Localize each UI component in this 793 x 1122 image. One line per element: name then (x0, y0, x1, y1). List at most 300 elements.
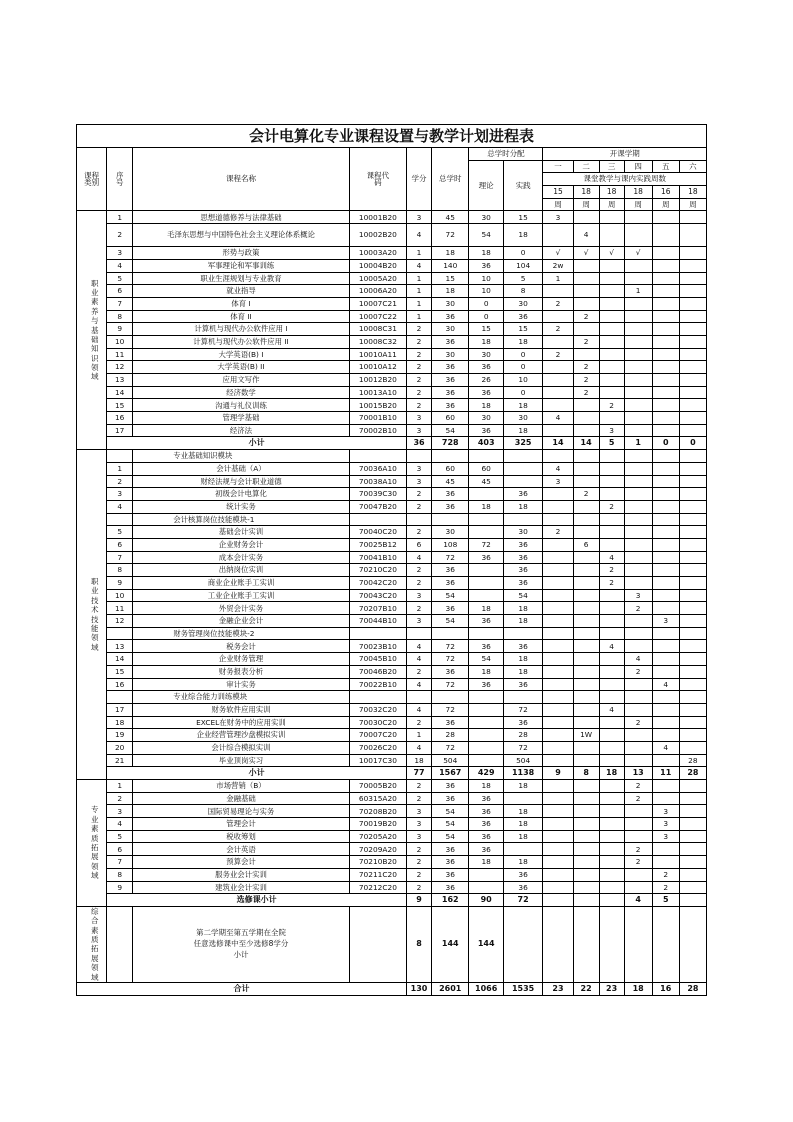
semester-cell-3 (599, 475, 624, 488)
semester-cell-4 (624, 830, 652, 843)
practice-cell: 18 (503, 224, 543, 247)
module-title: 专业综合能力训练模块 (133, 691, 350, 704)
semester-cell-3 (599, 615, 624, 628)
table-row (77, 285, 707, 298)
credit-cell: 3 (407, 412, 432, 425)
credit-cell: 4 (407, 741, 432, 754)
theory-cell: 10 (469, 285, 503, 298)
grand-total-credit: 130 (407, 982, 432, 995)
semester-cell-3 (599, 868, 624, 881)
subtotal-row (77, 894, 707, 907)
course-code: 10012B20 (349, 374, 406, 387)
course-code: 70210B20 (349, 856, 406, 869)
course-code: 70212C20 (349, 881, 406, 894)
course-name: 管理学基础 (133, 412, 350, 425)
semester-cell-4 (624, 259, 652, 272)
course-code: 70019B20 (349, 818, 406, 831)
empty-cell (407, 513, 432, 526)
theory-cell (469, 741, 503, 754)
semester-cell-6 (679, 323, 706, 336)
course-code: 10006A20 (349, 285, 406, 298)
theory-cell: 36 (469, 361, 503, 374)
practice-cell: 18 (503, 818, 543, 831)
course-code: 70039C30 (349, 488, 406, 501)
semester-cell-6 (679, 665, 706, 678)
empty-cell (469, 691, 503, 704)
semester-cell-1 (543, 285, 573, 298)
semester-cell-3 (599, 716, 624, 729)
semester-cell-4: 3 (624, 589, 652, 602)
table-row (77, 247, 707, 260)
table-row (77, 462, 707, 475)
semester-cell-6 (679, 310, 706, 323)
elective-credit: 8 (407, 906, 432, 982)
seq-cell: 14 (107, 386, 133, 399)
semester-cell-6 (679, 412, 706, 425)
semester-cell-1 (543, 716, 573, 729)
practice-cell: 18 (503, 615, 543, 628)
total-hours-cell: 28 (432, 729, 469, 742)
course-name: 财务报表分析 (133, 665, 350, 678)
theory-cell (469, 488, 503, 501)
semester-cell-5 (652, 716, 679, 729)
empty-cell (652, 627, 679, 640)
practice-cell: 36 (503, 564, 543, 577)
grand-total-semester-5: 16 (652, 982, 679, 995)
total-hours-cell: 36 (432, 665, 469, 678)
seq-cell: 3 (107, 805, 133, 818)
credit-cell: 2 (407, 716, 432, 729)
semester-cell-2 (573, 297, 599, 310)
table-row (77, 386, 707, 399)
total-hours-cell: 54 (432, 589, 469, 602)
semester-cell-2 (573, 754, 599, 767)
credit-cell: 2 (407, 843, 432, 856)
semester-cell-1 (543, 856, 573, 869)
semester-cell-6 (679, 589, 706, 602)
course-name: 初级会计电算化 (133, 488, 350, 501)
course-code: 70036A10 (349, 462, 406, 475)
empty-cell (349, 513, 406, 526)
seq-cell: 5 (107, 830, 133, 843)
semester-cell-6: 28 (679, 754, 706, 767)
semester-cell-3 (599, 754, 624, 767)
subtotal-practice: 72 (503, 894, 543, 907)
semester-cell-5 (652, 272, 679, 285)
semester-cell-2: 2 (573, 374, 599, 387)
semester-cell-4 (624, 805, 652, 818)
table-row (77, 830, 707, 843)
course-code: 70210C20 (349, 564, 406, 577)
course-name: 思想道德修养与法律基础 (133, 211, 350, 224)
elective-line: 任意选修课中至少选修8学分 (193, 938, 289, 948)
semester-cell-4: 2 (624, 780, 652, 793)
course-name: 会计基础（A） (133, 462, 350, 475)
seq-cell: 8 (107, 868, 133, 881)
semester-cell-4: √ (624, 247, 652, 260)
semester-cell-3 (599, 412, 624, 425)
course-name: 统计实务 (133, 500, 350, 513)
semester-cell-6 (679, 856, 706, 869)
semester-cell-4 (624, 335, 652, 348)
empty-cell (652, 513, 679, 526)
seq-cell: 20 (107, 741, 133, 754)
semester-cell-4 (624, 424, 652, 437)
empty-cell (543, 691, 573, 704)
table-row (77, 856, 707, 869)
seq-cell: 2 (107, 224, 133, 247)
course-code: 70044B10 (349, 615, 406, 628)
semester-cell-5 (652, 386, 679, 399)
semester-cell-1: 3 (543, 475, 573, 488)
course-code: 10008C32 (349, 335, 406, 348)
semester-cell-6 (679, 488, 706, 501)
semester-cell-1 (543, 780, 573, 793)
semester-cell-5: 3 (652, 818, 679, 831)
course-name: 形势与政策 (133, 247, 350, 260)
semester-cell-6 (679, 500, 706, 513)
practice-cell (503, 843, 543, 856)
semester-cell-2 (573, 272, 599, 285)
credit-cell: 2 (407, 335, 432, 348)
module-title: 财务管理岗位技能模块-2 (133, 627, 350, 640)
empty-cell (503, 513, 543, 526)
semester-cell-4 (624, 615, 652, 628)
practice-cell: 18 (503, 399, 543, 412)
theory-cell: 36 (469, 386, 503, 399)
subtotal-credit: 36 (407, 437, 432, 450)
credit-cell: 2 (407, 386, 432, 399)
semester-cell-4 (624, 754, 652, 767)
seq-cell: 13 (107, 374, 133, 387)
semester-cell-1 (543, 741, 573, 754)
course-code: 10013A10 (349, 386, 406, 399)
grand-total-practice: 1535 (503, 982, 543, 995)
week-unit: 周 (599, 198, 624, 211)
semester-cell-2 (573, 653, 599, 666)
course-name: 计算机与现代办公软件应用 I (133, 323, 350, 336)
empty-cell (679, 691, 706, 704)
grand-total-semester-6: 28 (679, 982, 706, 995)
empty-cell (407, 627, 432, 640)
semester-cell-1 (543, 538, 573, 551)
semester-cell-3 (599, 224, 624, 247)
credit-cell: 2 (407, 577, 432, 590)
theory-cell (469, 754, 503, 767)
course-name: 外贸会计实务 (133, 602, 350, 615)
table-row (77, 881, 707, 894)
practice-cell: 36 (503, 488, 543, 501)
seq-cell: 1 (107, 780, 133, 793)
semester-cell-1 (543, 830, 573, 843)
empty-cell (599, 906, 624, 982)
credit-cell: 2 (407, 881, 432, 894)
header-theory: 理论 (469, 160, 503, 211)
semester-cell-3 (599, 335, 624, 348)
category-cell: 专业素质拓展领域 (77, 780, 107, 907)
practice-cell: 18 (503, 335, 543, 348)
theory-cell: 30 (469, 412, 503, 425)
semester-cell-2 (573, 602, 599, 615)
header-total-hours: 总学时 (432, 148, 469, 211)
credit-cell: 1 (407, 247, 432, 260)
empty-cell (503, 627, 543, 640)
course-name: 体育 II (133, 310, 350, 323)
practice-cell: 0 (503, 361, 543, 374)
semester-cell-1 (543, 653, 573, 666)
semester-cell-4: 4 (624, 653, 652, 666)
semester-cell-5 (652, 780, 679, 793)
semester-cell-2 (573, 500, 599, 513)
semester-cell-4 (624, 211, 652, 224)
credit-cell: 1 (407, 310, 432, 323)
semester-cell-3 (599, 297, 624, 310)
semester-cell-3 (599, 856, 624, 869)
semester-cell-2 (573, 843, 599, 856)
credit-cell: 2 (407, 361, 432, 374)
table-row (77, 640, 707, 653)
semester-5: 五 (652, 160, 679, 173)
semester-cell-1 (543, 577, 573, 590)
semester-cell-2 (573, 716, 599, 729)
empty-cell (432, 691, 469, 704)
module-row (77, 691, 707, 704)
seq-cell: 11 (107, 602, 133, 615)
theory-cell: 0 (469, 310, 503, 323)
credit-cell: 2 (407, 399, 432, 412)
semester-cell-4 (624, 323, 652, 336)
semester-cell-2 (573, 462, 599, 475)
theory-cell (469, 577, 503, 590)
semester-cell-6 (679, 615, 706, 628)
empty-cell (107, 691, 133, 704)
empty-cell (679, 450, 706, 463)
week-unit: 周 (543, 198, 573, 211)
semester-cell-5 (652, 475, 679, 488)
total-hours-cell: 18 (432, 247, 469, 260)
seq-cell: 16 (107, 412, 133, 425)
course-name: 成本会计实务 (133, 551, 350, 564)
page-title: 会计电算化专业课程设置与教学计划进程表 (76, 124, 707, 147)
semester-cell-4 (624, 818, 652, 831)
empty-cell (407, 691, 432, 704)
credit-cell: 2 (407, 348, 432, 361)
header-category: 课程类别 (77, 148, 107, 211)
elective-line: 第二学期至第五学期在全院 (195, 928, 286, 938)
subtotal-semester-4: 13 (624, 767, 652, 780)
semester-3: 三 (599, 160, 624, 173)
course-code: 10010A11 (349, 348, 406, 361)
semester-cell-1 (543, 361, 573, 374)
theory-cell: 10 (469, 272, 503, 285)
semester-cell-3 (599, 881, 624, 894)
semester-cell-6 (679, 577, 706, 590)
total-hours-cell: 60 (432, 462, 469, 475)
course-code: 70007C20 (349, 729, 406, 742)
credit-cell: 3 (407, 475, 432, 488)
total-hours-cell: 30 (432, 526, 469, 539)
theory-cell: 36 (469, 830, 503, 843)
empty-cell (107, 906, 133, 982)
table-row (77, 374, 707, 387)
table-row (77, 310, 707, 323)
empty-cell (599, 627, 624, 640)
semester-cell-6 (679, 475, 706, 488)
credit-cell: 6 (407, 538, 432, 551)
table-row (77, 412, 707, 425)
semester-cell-1 (543, 805, 573, 818)
semester-cell-5 (652, 259, 679, 272)
table-row (77, 526, 707, 539)
semester-cell-4 (624, 500, 652, 513)
course-code: 70208B20 (349, 805, 406, 818)
subtotal-label: 选修课小计 (107, 894, 407, 907)
credit-cell: 3 (407, 424, 432, 437)
semester-cell-2 (573, 856, 599, 869)
practice-cell: 5 (503, 272, 543, 285)
course-name: 企业财务会计 (133, 538, 350, 551)
total-hours-cell: 54 (432, 830, 469, 843)
course-name: 税收筹划 (133, 830, 350, 843)
table-row (77, 564, 707, 577)
total-hours-cell: 15 (432, 272, 469, 285)
theory-cell: 36 (469, 792, 503, 805)
course-name: 金融企业会计 (133, 615, 350, 628)
credit-cell: 4 (407, 224, 432, 247)
subtotal-semester-6: 28 (679, 767, 706, 780)
table-row (77, 538, 707, 551)
header-practice: 实践 (503, 160, 543, 211)
table-row (77, 729, 707, 742)
total-hours-cell: 54 (432, 805, 469, 818)
semester-cell-5 (652, 665, 679, 678)
total-hours-cell: 36 (432, 602, 469, 615)
semester-cell-2: 2 (573, 386, 599, 399)
course-name: 税务会计 (133, 640, 350, 653)
weeks-1: 15 (543, 186, 573, 199)
empty-cell (573, 513, 599, 526)
elective-line: 小计 (233, 949, 249, 959)
semester-cell-3: 2 (599, 500, 624, 513)
module-title: 专业基础知识模块 (133, 450, 350, 463)
table-row (77, 259, 707, 272)
subtotal-theory: 403 (469, 437, 503, 450)
semester-cell-6 (679, 259, 706, 272)
table-row (77, 399, 707, 412)
subtotal-semester-4: 4 (624, 894, 652, 907)
course-name: 基础会计实训 (133, 526, 350, 539)
semester-cell-6 (679, 780, 706, 793)
course-name: 大学英语(B) II (133, 361, 350, 374)
semester-cell-4 (624, 551, 652, 564)
semester-cell-2 (573, 665, 599, 678)
semester-cell-5: 2 (652, 881, 679, 894)
subtotal-row (77, 437, 707, 450)
practice-cell: 30 (503, 412, 543, 425)
course-code: 10007C22 (349, 310, 406, 323)
elective-description (133, 906, 350, 982)
semester-cell-3 (599, 729, 624, 742)
semester-cell-3 (599, 259, 624, 272)
semester-cell-3 (599, 386, 624, 399)
course-code: 70041B10 (349, 551, 406, 564)
semester-cell-3 (599, 310, 624, 323)
course-name: 企业经营管理沙盘模拟实训 (133, 729, 350, 742)
semester-cell-3 (599, 665, 624, 678)
subtotal-label: 小计 (107, 767, 407, 780)
semester-cell-3 (599, 285, 624, 298)
total-hours-cell: 72 (432, 741, 469, 754)
semester-cell-4 (624, 488, 652, 501)
table-row (77, 653, 707, 666)
semester-cell-5 (652, 500, 679, 513)
semester-cell-6 (679, 830, 706, 843)
header-weeks-label: 课堂教学与课内实践周数 (543, 173, 707, 186)
semester-cell-2 (573, 741, 599, 754)
seq-cell: 2 (107, 475, 133, 488)
empty-cell (573, 627, 599, 640)
total-hours-cell: 30 (432, 348, 469, 361)
credit-cell: 2 (407, 564, 432, 577)
practice-cell (503, 462, 543, 475)
table-row (77, 716, 707, 729)
semester-cell-5 (652, 462, 679, 475)
seq-cell: 21 (107, 754, 133, 767)
semester-cell-1 (543, 792, 573, 805)
semester-cell-6 (679, 881, 706, 894)
total-hours-cell: 140 (432, 259, 469, 272)
course-code: 10002B20 (349, 224, 406, 247)
grand-total-row (77, 982, 707, 995)
header-seq: 序号 (107, 148, 133, 211)
credit-cell: 2 (407, 868, 432, 881)
course-name: 服务业会计实训 (133, 868, 350, 881)
semester-cell-1 (543, 399, 573, 412)
credit-cell: 1 (407, 729, 432, 742)
semester-cell-6 (679, 868, 706, 881)
table-row (77, 703, 707, 716)
semester-cell-4: 1 (624, 285, 652, 298)
table-row (77, 475, 707, 488)
credit-cell: 1 (407, 285, 432, 298)
semester-cell-6 (679, 564, 706, 577)
subtotal-label: 小计 (107, 437, 407, 450)
semester-cell-1 (543, 589, 573, 602)
semester-cell-3: 3 (599, 424, 624, 437)
empty-cell (652, 691, 679, 704)
total-hours-cell: 72 (432, 678, 469, 691)
weeks-4: 18 (624, 186, 652, 199)
table-row (77, 297, 707, 310)
credit-cell: 4 (407, 653, 432, 666)
practice-cell: 15 (503, 211, 543, 224)
practice-cell: 36 (503, 868, 543, 881)
semester-cell-5 (652, 577, 679, 590)
empty-cell (624, 450, 652, 463)
seq-cell: 13 (107, 640, 133, 653)
semester-cell-3 (599, 323, 624, 336)
semester-cell-5 (652, 526, 679, 539)
course-code: 70038A10 (349, 475, 406, 488)
semester-cell-2 (573, 868, 599, 881)
empty-cell (349, 627, 406, 640)
course-name: 工业企业账手工实训 (133, 589, 350, 602)
semester-cell-2 (573, 564, 599, 577)
semester-cell-4: 2 (624, 843, 652, 856)
semester-cell-1 (543, 640, 573, 653)
semester-cell-2 (573, 526, 599, 539)
empty-cell (349, 691, 406, 704)
